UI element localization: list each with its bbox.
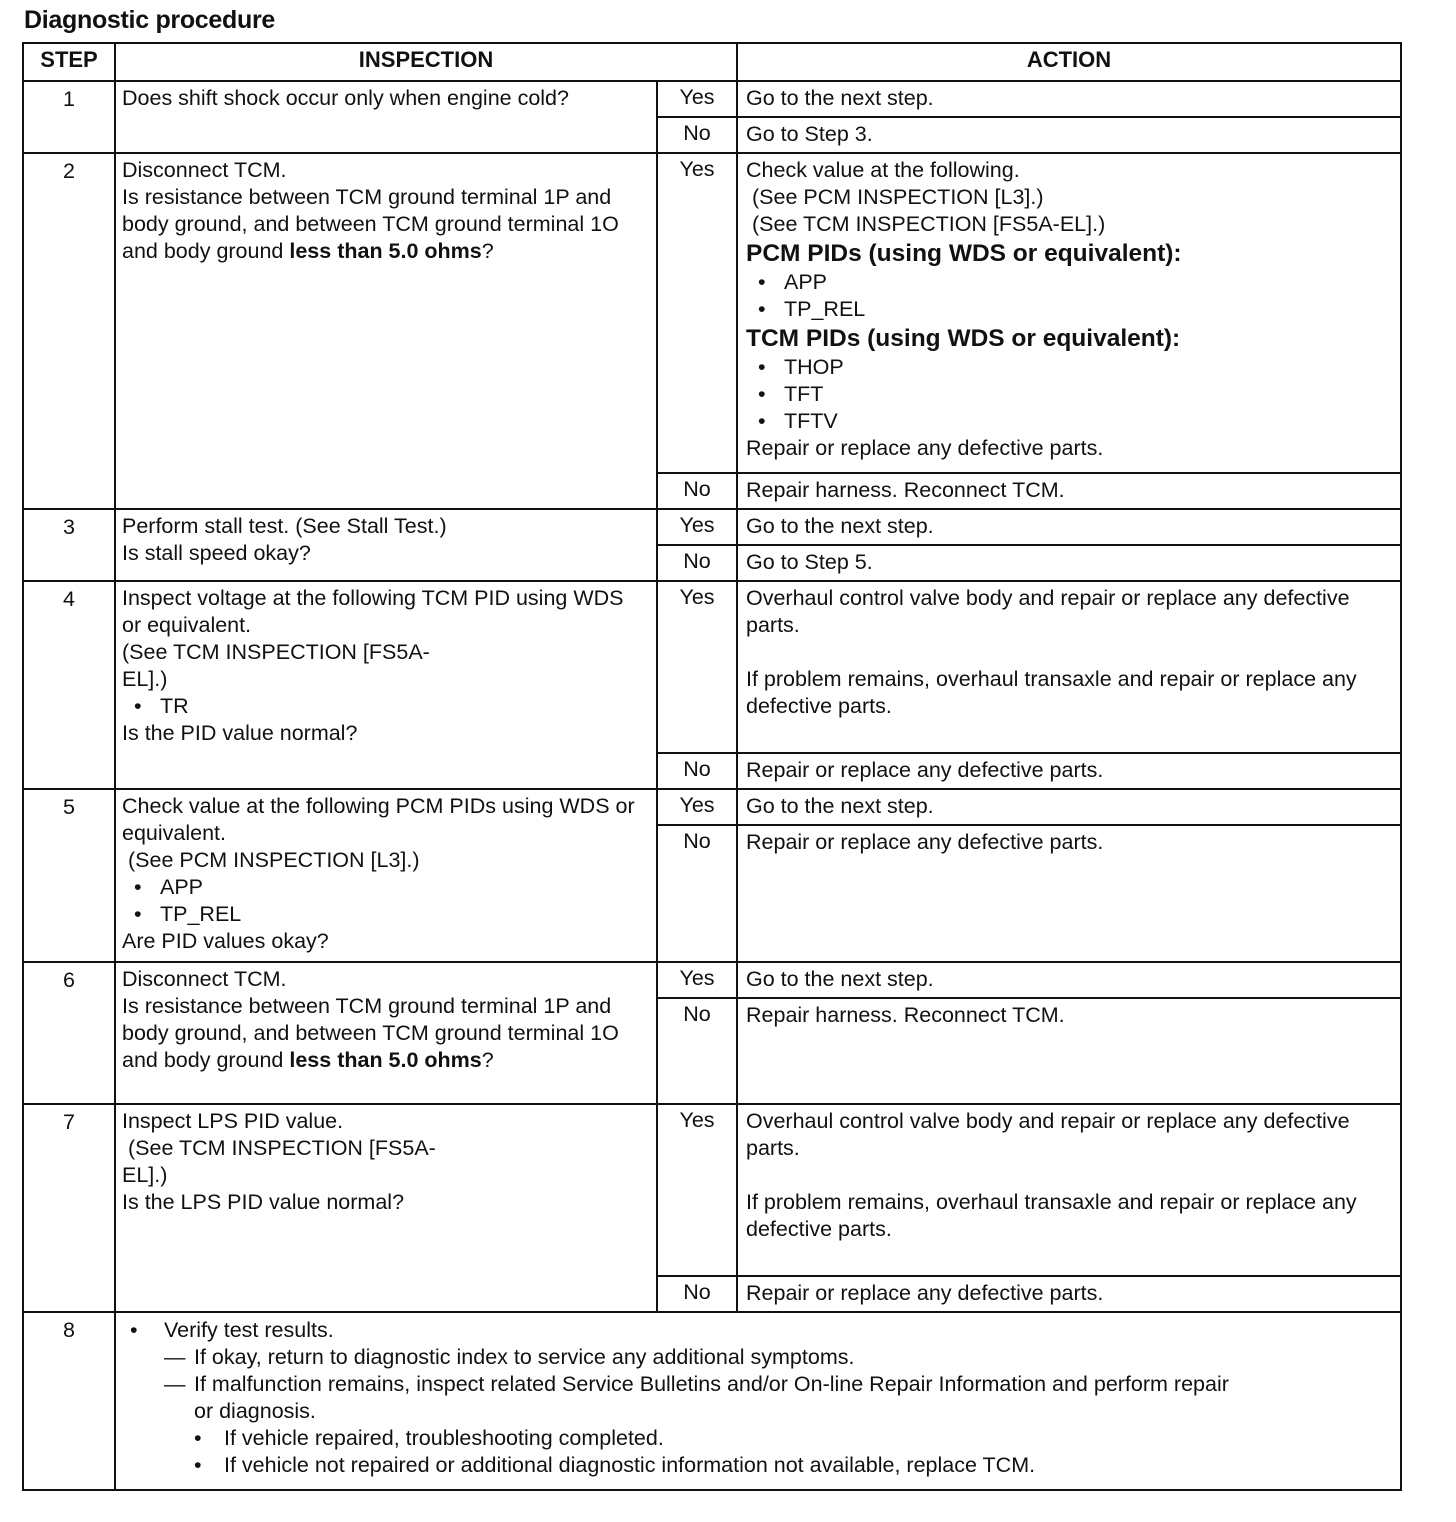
verify-cell xyxy=(115,1312,1401,1490)
verify-outcome: • If vehicle repaired, troubleshooting completed. xyxy=(130,1425,1392,1452)
action-text: Go to Step 5. xyxy=(737,545,1401,581)
pid-item: • TP_REL xyxy=(122,901,648,928)
action-text: Check value at the following. xyxy=(746,158,1020,182)
action-text: Repair or replace any defective parts. xyxy=(737,825,1401,962)
inspection-question: Is resistance between TCM ground terminal 1P and body ground, and between TCM ground terminal 1O and body ground xyxy=(122,994,619,1072)
action-text: Overhaul control valve body and repair or replace any defective parts. xyxy=(746,586,1350,637)
step-row-5-yes xyxy=(23,789,1401,825)
diagnostic-procedure-table xyxy=(22,42,1402,1491)
pid-item: • TR xyxy=(122,693,648,720)
action-text: Repair or replace any defective parts. xyxy=(737,753,1401,789)
action-text: Repair harness. Reconnect TCM. xyxy=(737,998,1401,1104)
inspection-cell xyxy=(115,81,657,153)
action-text: If problem remains, overhaul transaxle and repair or replace any defective parts. xyxy=(746,667,1357,718)
inspection-text: Are PID values okay? xyxy=(122,929,329,953)
action-cell xyxy=(737,1104,1401,1276)
step-row-4-yes xyxy=(23,581,1401,753)
action-text: Go to the next step. xyxy=(737,789,1401,825)
header-inspection: INSPECTION xyxy=(115,43,737,81)
inspection-text: Check value at the following PCM PIDs using WDS or equivalent. xyxy=(122,794,635,845)
step-number: 7 xyxy=(23,1104,115,1312)
action-text: If problem remains, overhaul transaxle and repair or replace any defective parts. xyxy=(746,1190,1357,1241)
pid-item: • TFTV xyxy=(746,408,1392,435)
yes-label: Yes xyxy=(657,153,737,473)
pid-item: • TP_REL xyxy=(746,296,1392,323)
no-label: No xyxy=(657,473,737,509)
action-cell xyxy=(737,153,1401,473)
inspection-cell xyxy=(115,789,657,962)
inspection-cell xyxy=(115,153,657,509)
pid-item: • APP xyxy=(122,874,648,901)
action-text: Go to the next step. xyxy=(737,509,1401,545)
inspection-text: EL].) xyxy=(122,667,168,691)
header-step: STEP xyxy=(23,43,115,81)
verify-outcome: • If vehicle not repaired or additional diagnostic information not available, replace TCM. xyxy=(130,1452,1392,1479)
inspection-cell xyxy=(115,581,657,789)
yes-label: Yes xyxy=(657,509,737,545)
yes-label: Yes xyxy=(657,581,737,753)
no-label: No xyxy=(657,753,737,789)
inspection-text: (See PCM INSPECTION [L3].) xyxy=(128,848,420,872)
yes-label: Yes xyxy=(657,789,737,825)
inspection-text: (See TCM INSPECTION [FS5A- xyxy=(128,1136,436,1160)
action-text: Go to the next step. xyxy=(737,81,1401,117)
verify-subitem-text: If okay, return to diagnostic index to service any additional symptoms. xyxy=(194,1345,855,1369)
no-label: No xyxy=(657,545,737,581)
inspection-text: Disconnect TCM. xyxy=(122,967,287,991)
pid-item: • APP xyxy=(746,269,1392,296)
inspection-text: EL].) xyxy=(122,1163,168,1187)
inspection-text xyxy=(122,993,648,1074)
pid-item: • TFT xyxy=(746,381,1392,408)
action-text: (See TCM INSPECTION [FS5A-EL].) xyxy=(752,212,1106,236)
inspection-text: Does shift shock occur only when engine cold? xyxy=(122,86,569,110)
tcm-pids-heading: TCM PIDs (using WDS or equivalent): xyxy=(746,325,1181,352)
no-label: No xyxy=(657,998,737,1104)
step-row-1-yes xyxy=(23,81,1401,117)
inspection-spec: less than 5.0 ohms xyxy=(289,239,482,263)
inspection-text: Perform stall test. (See Stall Test.) xyxy=(122,514,447,538)
inspection-cell xyxy=(115,509,657,581)
step-row-3-yes xyxy=(23,509,1401,545)
header-row xyxy=(23,43,1401,81)
step-row-8 xyxy=(23,1312,1401,1490)
no-label: No xyxy=(657,1276,737,1312)
inspection-punct: ? xyxy=(481,1048,494,1072)
pcm-pids-heading: PCM PIDs (using WDS or equivalent): xyxy=(746,240,1182,267)
yes-label: Yes xyxy=(657,81,737,117)
inspection-cell xyxy=(115,962,657,1104)
step-row-2-yes xyxy=(23,153,1401,473)
action-text: Repair or replace any defective parts. xyxy=(737,1276,1401,1312)
step-number: 3 xyxy=(23,509,115,581)
step-row-6-yes xyxy=(23,962,1401,998)
no-label: No xyxy=(657,825,737,962)
yes-label: Yes xyxy=(657,962,737,998)
inspection-text: Is the PID value normal? xyxy=(122,721,358,745)
inspection-text: Inspect LPS PID value. xyxy=(122,1109,344,1133)
step-number: 8 xyxy=(23,1312,115,1490)
verify-subitem: — If malfunction remains, inspect related Service Bulletins and/or On-line Repair Information and perform repair xyxy=(164,1372,1229,1396)
action-text: Repair harness. Reconnect TCM. xyxy=(737,473,1401,509)
inspection-text: Disconnect TCM. xyxy=(122,158,287,182)
inspection-text: Inspect voltage at the following TCM PID using WDS or equivalent. xyxy=(122,586,624,637)
action-text: Repair or replace any defective parts. xyxy=(746,436,1104,460)
no-label: No xyxy=(657,117,737,153)
verify-subitem: — If okay, return to diagnostic index to service any additional symptoms. xyxy=(164,1345,855,1369)
step-number: 2 xyxy=(23,153,115,509)
step-row-7-yes xyxy=(23,1104,1401,1276)
page-title: Diagnostic procedure xyxy=(24,6,275,34)
step-number: 1 xyxy=(23,81,115,153)
step-number: 4 xyxy=(23,581,115,789)
inspection-question: Is resistance between TCM ground terminal 1P and body ground, and between TCM ground terminal 1O and body ground xyxy=(122,185,619,263)
inspection-text: (See TCM INSPECTION [FS5A- xyxy=(122,640,430,664)
step-number: 6 xyxy=(23,962,115,1104)
action-text: Go to Step 3. xyxy=(737,117,1401,153)
yes-label: Yes xyxy=(657,1104,737,1276)
inspection-text: Is the LPS PID value normal? xyxy=(122,1190,405,1214)
pid-item: • THOP xyxy=(746,354,1392,381)
step-number: 5 xyxy=(23,789,115,962)
header-action: ACTION xyxy=(737,43,1401,81)
action-text: Go to the next step. xyxy=(737,962,1401,998)
action-text: (See PCM INSPECTION [L3].) xyxy=(752,185,1044,209)
inspection-spec: less than 5.0 ohms xyxy=(289,1048,482,1072)
verify-subitem-cont: or diagnosis. xyxy=(194,1399,316,1423)
inspection-text xyxy=(122,184,648,265)
action-cell xyxy=(737,581,1401,753)
inspection-cell xyxy=(115,1104,657,1312)
inspection-punct: ? xyxy=(481,239,494,263)
verify-item: • Verify test results. xyxy=(130,1317,1392,1344)
action-text: Overhaul control valve body and repair or replace any defective parts. xyxy=(746,1109,1350,1160)
verify-subitem-text: If malfunction remains, inspect related Service Bulletins and/or On-line Repair Information and perform repair xyxy=(194,1372,1229,1396)
inspection-text: Is stall speed okay? xyxy=(122,541,311,565)
